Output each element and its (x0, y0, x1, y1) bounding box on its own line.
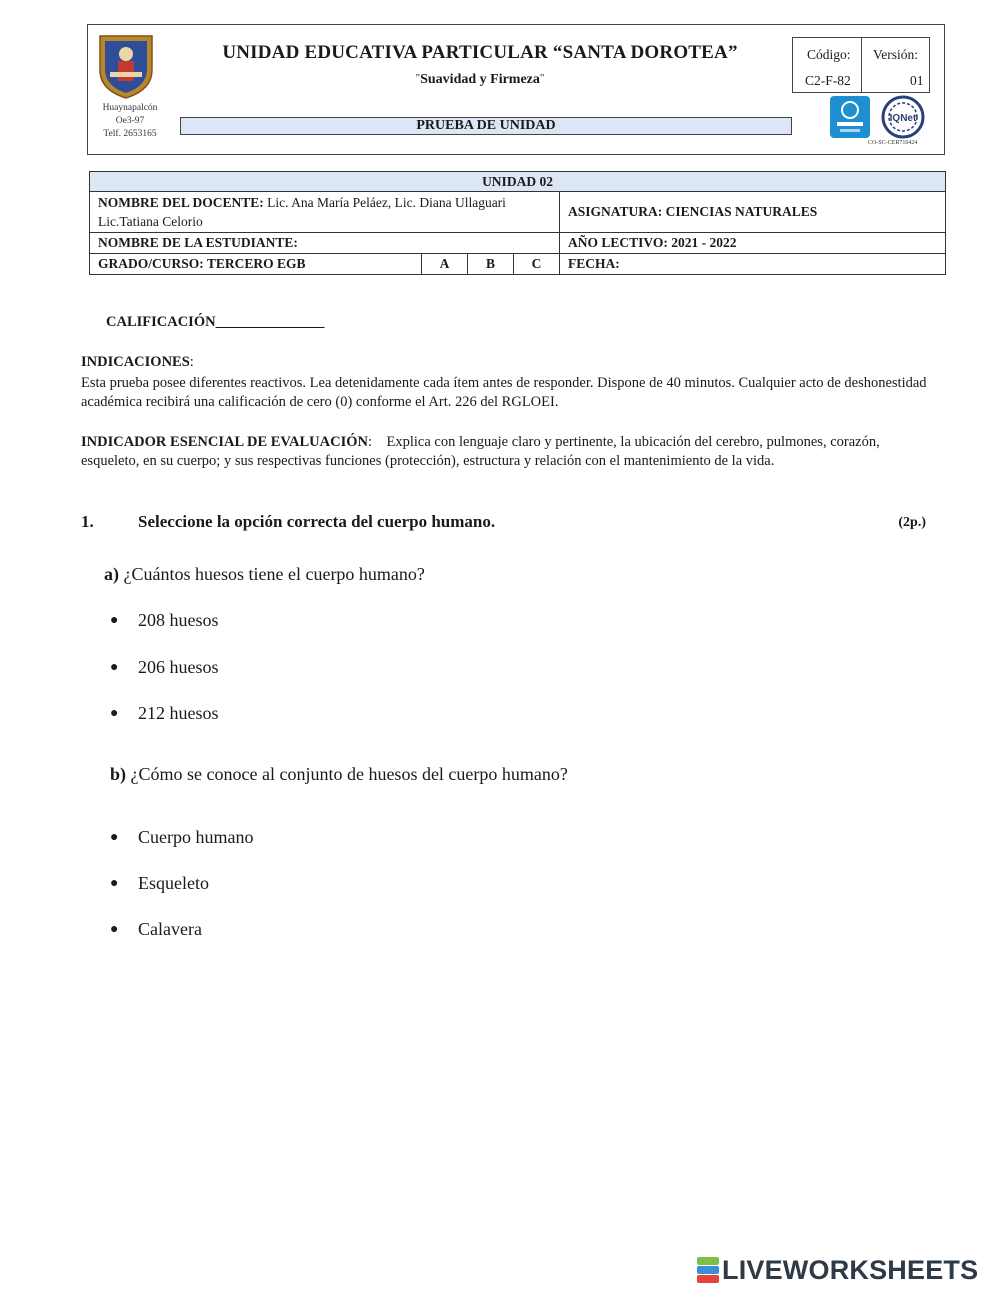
version-label: Versión: (873, 47, 918, 62)
iqnet-logo-icon (876, 95, 930, 139)
option-a-3[interactable] (110, 703, 219, 724)
info-table (89, 171, 946, 275)
bullet-icon: ● (110, 876, 119, 891)
subquestion-b-text: ¿Cómo se conoce al conjunto de huesos del cuerpo humano? (130, 764, 568, 784)
bullet-icon: ● (110, 613, 119, 628)
bullet-icon: ● (110, 922, 119, 937)
option-label: 212 huesos (138, 703, 219, 723)
bullet-icon: ● (110, 706, 119, 721)
paralelo-a: A (422, 254, 468, 275)
option-a-1[interactable] (110, 610, 219, 631)
code-value: C2-F-82 (805, 73, 851, 88)
asignatura-cell: ASIGNATURA: CIENCIAS NATURALES (560, 192, 946, 233)
subquestion-a (104, 564, 425, 585)
test-title: PRUEBA DE UNIDAD (180, 117, 792, 135)
grado-cell: GRADO/CURSO: TERCERO EGB (90, 254, 422, 275)
address-line: Huaynapalcón (102, 103, 158, 113)
question-text: Seleccione la opción correcta del cuerpo humano. (138, 512, 496, 531)
anio-cell: AÑO LECTIVO: 2021 - 2022 (560, 233, 946, 254)
docente-cell (90, 192, 560, 233)
crest-icon (96, 30, 156, 100)
version-value: 01 (910, 73, 924, 88)
option-label: Esqueleto (138, 873, 209, 893)
option-label: 206 huesos (138, 657, 219, 677)
paralelo-b: B (468, 254, 514, 275)
brand-text: LIVEWORKSHEETS (722, 1254, 979, 1285)
iqnet-text: IQNet (889, 113, 917, 124)
subquestion-a-label: a) (104, 564, 119, 584)
paralelo-c: C (514, 254, 560, 275)
option-b-1[interactable] (110, 827, 253, 848)
docente-label: NOMBRE DEL DOCENTE: (98, 195, 264, 210)
indicador-text: Explica con lenguaje claro y pertinente, la ubicación del cerebro, pulmones, corazón, esqueleto, en su cuerpo; y sus respectivas funciones (protección), estructura y relación con el mantenimiento de la vida. (81, 434, 880, 469)
question-number: 1. (81, 512, 94, 531)
subquestion-b (110, 764, 568, 785)
question-points: (2p.) (898, 515, 926, 530)
bullet-icon: ● (110, 830, 119, 845)
option-b-2[interactable] (110, 873, 209, 894)
indicaciones-text: Esta prueba posee diferentes reactivos. Lea detenidamente cada ítem antes de responder. Dispone de 40 minutos. Cualquier acto de deshonestidad académica recibirá una calificación de cero (0) conforme el Art. 226 del RGLOEI. (81, 375, 927, 410)
code-label: Código: (807, 47, 851, 62)
cert-code: CO-SC-CER710424 (868, 140, 918, 146)
school-name: UNIDAD EDUCATIVA PARTICULAR “SANTA DOROTEA” (222, 42, 738, 63)
indicador-title: INDICADOR ESENCIAL DE EVALUACIÓN (81, 434, 368, 450)
option-b-3[interactable] (110, 919, 202, 940)
question-1 (81, 512, 926, 532)
subquestion-b-label: b) (110, 764, 127, 784)
liveworksheets-brand[interactable] (697, 1255, 978, 1285)
school-motto: "Suavidad y Firmeza" (415, 72, 545, 87)
certification-logo-icon (829, 95, 871, 139)
unidad-cell: UNIDAD 02 (90, 172, 946, 192)
option-label: 208 huesos (138, 610, 219, 630)
code-version-box (792, 37, 930, 93)
subquestion-a-text: ¿Cuántos huesos tiene el cuerpo humano? (123, 564, 425, 584)
bullet-icon: ● (110, 660, 119, 675)
brand-icon (697, 1257, 719, 1283)
option-label: Calavera (138, 919, 202, 939)
school-address (92, 102, 168, 141)
indicaciones-heading: INDICACIONES: (81, 354, 194, 370)
docente-value: Lic. Ana María Peláez, Lic. Diana Ullaguari Lic.Tatiana Celorio (98, 195, 506, 229)
address-line: Oe3-97 (115, 116, 145, 126)
option-a-2[interactable] (110, 657, 219, 678)
indicador-block: INDICADOR ESENCIAL DE EVALUACIÓN: Explica con lenguaje claro y pertinente, la ubicación del cerebro, pulmones, corazón, esqueleto, en su cuerpo; y sus respectivas funciones (protección), estructura y relación con el mantenimiento de la vida. (81, 434, 880, 469)
address-line: Telf. 2653165 (103, 129, 157, 139)
calificacion-label: CALIFICACIÓN_______________ (106, 314, 325, 330)
estudiante-cell: NOMBRE DE LA ESTUDIANTE: (90, 233, 560, 254)
fecha-cell: FECHA: (560, 254, 946, 275)
motto-text: Suavidad y Firmeza (420, 72, 540, 87)
indicaciones-title: INDICACIONES (81, 354, 190, 370)
option-label: Cuerpo humano (138, 827, 254, 847)
